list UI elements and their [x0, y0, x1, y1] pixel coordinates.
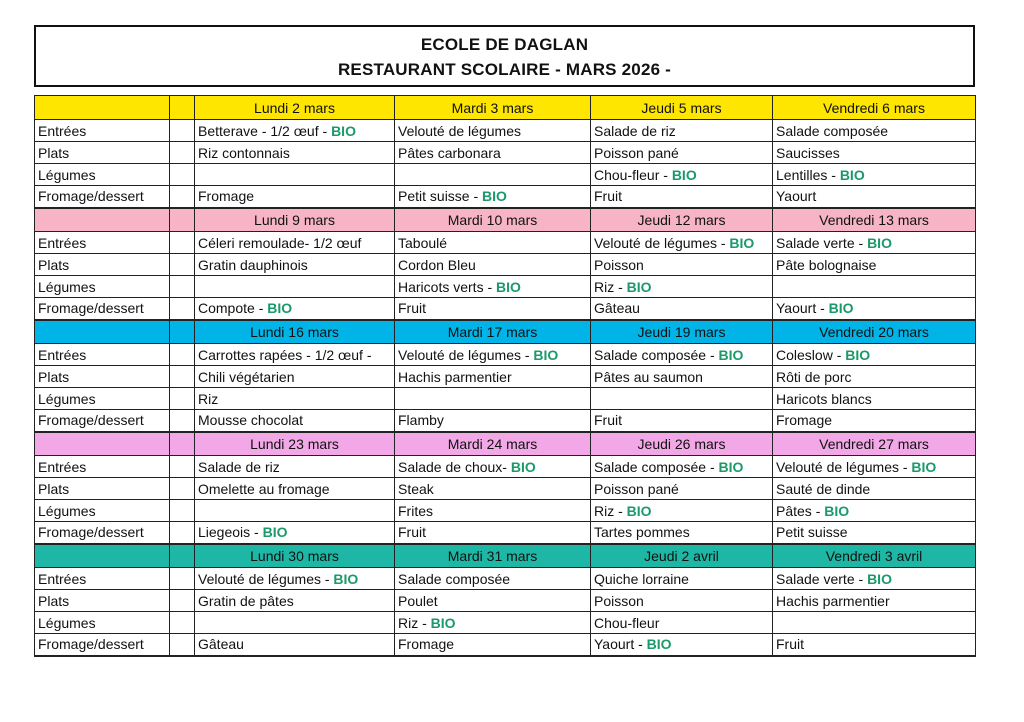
menu-title-box [34, 25, 975, 87]
dish-cell [195, 254, 395, 276]
day-title: Vendredi 6 mars [773, 96, 976, 120]
dish-cell [773, 410, 976, 432]
menu-row [35, 410, 976, 432]
menu-row [35, 254, 976, 276]
dish-cell [395, 478, 591, 500]
day-title: Jeudi 5 mars [591, 96, 773, 120]
week-header-gap [170, 432, 195, 456]
menu-title: RESTAURANT SCOLAIRE - MARS 2026 - [337, 60, 672, 79]
dish-name: Petit suisse [776, 524, 848, 541]
bio-label: BIO [646, 636, 672, 653]
bio-label: BIO [496, 278, 521, 295]
dish-cell [395, 232, 591, 254]
dish-name: Poulet [398, 592, 438, 609]
bio-label: BIO [430, 614, 456, 631]
dish-cell [195, 634, 395, 656]
menu-row [35, 634, 976, 656]
dish-name: Mousse chocolat [198, 412, 304, 429]
dish-name: Salade composée [776, 122, 889, 139]
dish-cell [591, 568, 773, 590]
bio-label: BIO [533, 346, 559, 363]
dish-cell [591, 634, 773, 656]
dish-cell [773, 254, 976, 276]
dish-name: Steak [398, 480, 434, 497]
bio-label: BIO [867, 234, 892, 251]
menu-row [35, 366, 976, 388]
dish-name: Salade verte - [776, 570, 864, 587]
course-label: Plats [35, 478, 170, 500]
dish-name: Hachis parmentier [776, 592, 890, 609]
bio-label: BIO [331, 122, 356, 139]
week-header-blank [35, 208, 170, 232]
bio-label: BIO [718, 346, 744, 363]
dish-cell [195, 410, 395, 432]
dish-name: Betterave - 1/2 œuf - [198, 122, 328, 139]
course-label: Fromage/dessert [35, 186, 170, 208]
day-title: Mardi 31 mars [395, 544, 591, 568]
dish-name: Pâtes au saumon [594, 368, 703, 385]
dish-name: Flamby [398, 412, 444, 429]
week-header-blank [35, 544, 170, 568]
course-label: Entrées [35, 456, 170, 478]
bio-label: BIO [626, 502, 652, 519]
week-header-row [35, 544, 976, 568]
bio-label: BIO [267, 300, 293, 317]
dish-name: Haricots blancs [776, 390, 872, 407]
dish-name: Riz - [594, 502, 623, 519]
dish-name: Salade de riz [198, 458, 280, 475]
dish-cell [773, 612, 976, 634]
dish-cell [395, 164, 591, 186]
dish-name: Riz - [398, 614, 427, 631]
day-title: Mardi 17 mars [395, 320, 591, 344]
course-label: Entrées [35, 344, 170, 366]
dish-name: Cordon Bleu [398, 256, 476, 273]
day-title: Vendredi 13 mars [773, 208, 976, 232]
course-label: Plats [35, 254, 170, 276]
course-label: Entrées [35, 232, 170, 254]
dish-name: Riz - [594, 278, 623, 295]
dish-name: Velouté de légumes - [198, 570, 330, 587]
menu-row [35, 388, 976, 410]
menu-row [35, 500, 976, 522]
menu-row [35, 120, 976, 142]
day-title: Mardi 3 mars [395, 96, 591, 120]
course-label: Légumes [35, 164, 170, 186]
dish-name: Frites [398, 502, 433, 519]
week-header-row [35, 320, 976, 344]
dish-cell [395, 186, 591, 208]
menu-row [35, 232, 976, 254]
gap-cell [170, 500, 195, 522]
gap-cell [170, 612, 195, 634]
week-header-row [35, 208, 976, 232]
dish-name: Sauté de dinde [776, 480, 871, 497]
week-header-row [35, 96, 976, 120]
dish-name: Fromage [198, 188, 255, 205]
dish-name: Compote - [198, 300, 264, 317]
dish-name: Velouté de légumes - [594, 234, 726, 251]
dish-name: Rôti de porc [776, 368, 852, 385]
dish-name: Quiche lorraine [594, 570, 689, 587]
dish-cell [395, 388, 591, 410]
course-label: Fromage/dessert [35, 634, 170, 656]
dish-name: Carrottes rapées - 1/2 œuf - [198, 346, 372, 363]
gap-cell [170, 410, 195, 432]
dish-name: Salade composée [398, 570, 511, 587]
dish-cell [773, 232, 976, 254]
dish-cell [195, 164, 395, 186]
dish-cell [395, 522, 591, 544]
dish-cell [395, 276, 591, 298]
dish-cell [395, 590, 591, 612]
bio-label: BIO [911, 458, 937, 475]
menu-row [35, 568, 976, 590]
dish-name: Fruit [398, 524, 426, 541]
dish-name: Poisson pané [594, 480, 679, 497]
dish-name: Lentilles - [776, 166, 836, 183]
dish-cell [591, 366, 773, 388]
gap-cell [170, 366, 195, 388]
dish-name: Yaourt [776, 188, 817, 205]
course-label: Plats [35, 590, 170, 612]
bio-label: BIO [729, 234, 755, 251]
day-title: Jeudi 2 avril [591, 544, 773, 568]
dish-name: Hachis parmentier [398, 368, 512, 385]
dish-cell [773, 276, 976, 298]
gap-cell [170, 634, 195, 656]
dish-cell [195, 568, 395, 590]
dish-name: Pâte bolognaise [776, 256, 877, 273]
dish-cell [591, 500, 773, 522]
dish-name: Haricots verts - [398, 278, 493, 295]
dish-name: Salade composée - [594, 346, 715, 363]
dish-name: Yaourt - [594, 636, 643, 653]
dish-cell [773, 120, 976, 142]
dish-name: Fruit [594, 412, 622, 429]
dish-cell [395, 120, 591, 142]
dish-name: Tartes pommes [594, 524, 690, 541]
gap-cell [170, 186, 195, 208]
dish-cell [195, 388, 395, 410]
course-label: Entrées [35, 120, 170, 142]
dish-name: Petit suisse - [398, 188, 479, 205]
dish-name: Salade verte - [776, 234, 864, 251]
menu-row [35, 612, 976, 634]
dish-name: Fruit [594, 188, 622, 205]
dish-cell [773, 164, 976, 186]
gap-cell [170, 276, 195, 298]
dish-name: Gâteau [594, 300, 640, 317]
dish-cell [395, 366, 591, 388]
dish-cell [195, 478, 395, 500]
dish-cell [591, 164, 773, 186]
lunch-menu-table [34, 95, 976, 657]
dish-name: Pâtes carbonara [398, 144, 501, 161]
dish-name: Velouté de légumes - [398, 346, 530, 363]
course-label: Légumes [35, 612, 170, 634]
dish-name: Salade de choux- [398, 458, 507, 475]
menu-row [35, 186, 976, 208]
course-label: Légumes [35, 276, 170, 298]
dish-cell [591, 232, 773, 254]
gap-cell [170, 456, 195, 478]
menu-row [35, 522, 976, 544]
dish-cell [395, 612, 591, 634]
dish-name: Liegeois - [198, 524, 259, 541]
dish-name: Fromage [398, 636, 455, 653]
dish-cell [591, 254, 773, 276]
day-title: Lundi 2 mars [195, 96, 395, 120]
dish-cell [773, 344, 976, 366]
dish-cell [395, 298, 591, 320]
gap-cell [170, 120, 195, 142]
gap-cell [170, 590, 195, 612]
day-title: Vendredi 20 mars [773, 320, 976, 344]
week-header-gap [170, 96, 195, 120]
dish-cell [195, 276, 395, 298]
dish-cell [591, 456, 773, 478]
dish-name: Chili végétarien [198, 368, 295, 385]
dish-cell [591, 590, 773, 612]
day-title: Lundi 30 mars [195, 544, 395, 568]
dish-name: Gratin de pâtes [198, 592, 294, 609]
dish-cell [773, 142, 976, 164]
dish-name: Coleslow - [776, 346, 842, 363]
dish-name: Fruit [776, 636, 804, 653]
gap-cell [170, 568, 195, 590]
bio-label: BIO [262, 524, 288, 541]
dish-cell [395, 500, 591, 522]
menu-row [35, 276, 976, 298]
day-title: Jeudi 12 mars [591, 208, 773, 232]
dish-cell [591, 142, 773, 164]
bio-label: BIO [671, 166, 697, 183]
dish-cell [773, 298, 976, 320]
dish-cell [195, 366, 395, 388]
dish-cell [773, 456, 976, 478]
course-label: Entrées [35, 568, 170, 590]
dish-name: Poisson pané [594, 144, 679, 161]
day-title: Jeudi 19 mars [591, 320, 773, 344]
dish-name: Salade composée - [594, 458, 715, 475]
dish-cell [773, 590, 976, 612]
dish-name: Fruit [398, 300, 426, 317]
dish-cell [395, 410, 591, 432]
dish-cell [195, 186, 395, 208]
dish-name: Salade de riz [594, 122, 676, 139]
day-title: Lundi 16 mars [195, 320, 395, 344]
dish-name: Gâteau [198, 636, 244, 653]
bio-label: BIO [845, 346, 871, 363]
course-label: Plats [35, 142, 170, 164]
gap-cell [170, 388, 195, 410]
bio-label: BIO [839, 166, 865, 183]
gap-cell [170, 522, 195, 544]
dish-cell [591, 522, 773, 544]
school-name: ECOLE DE DAGLAN [420, 35, 589, 54]
dish-name: Gratin dauphinois [198, 256, 308, 273]
bio-label: BIO [718, 458, 744, 475]
dish-cell [395, 634, 591, 656]
menu-row [35, 298, 976, 320]
gap-cell [170, 298, 195, 320]
dish-name: Céleri remoulade- 1/2 œuf [198, 234, 362, 251]
day-title: Lundi 9 mars [195, 208, 395, 232]
week-header-gap [170, 208, 195, 232]
day-title: Vendredi 3 avril [773, 544, 976, 568]
week-header-row [35, 432, 976, 456]
dish-name: Chou-fleur - [594, 166, 668, 183]
gap-cell [170, 478, 195, 500]
day-title: Jeudi 26 mars [591, 432, 773, 456]
dish-name: Taboulé [398, 234, 448, 251]
course-label: Fromage/dessert [35, 522, 170, 544]
dish-cell [195, 500, 395, 522]
dish-name: Riz [198, 390, 219, 407]
dish-cell [195, 298, 395, 320]
gap-cell [170, 232, 195, 254]
week-header-blank [35, 320, 170, 344]
bio-label: BIO [333, 570, 359, 587]
dish-cell [395, 254, 591, 276]
dish-name: Poisson [594, 592, 644, 609]
course-label: Fromage/dessert [35, 410, 170, 432]
course-label: Légumes [35, 500, 170, 522]
week-header-blank [35, 432, 170, 456]
week-header-blank [35, 96, 170, 120]
dish-cell [195, 590, 395, 612]
dish-name: Velouté de légumes [398, 122, 521, 139]
dish-cell [195, 522, 395, 544]
menu-row [35, 478, 976, 500]
menu-row [35, 344, 976, 366]
dish-cell [591, 388, 773, 410]
dish-name: Fromage [776, 412, 833, 429]
dish-cell [773, 388, 976, 410]
week-header-gap [170, 544, 195, 568]
dish-name: Yaourt - [776, 300, 825, 317]
bio-label: BIO [867, 570, 892, 587]
dish-cell [591, 276, 773, 298]
bio-label: BIO [482, 188, 507, 205]
day-title: Vendredi 27 mars [773, 432, 976, 456]
dish-cell [195, 456, 395, 478]
dish-name: Riz contonnais [198, 144, 290, 161]
gap-cell [170, 142, 195, 164]
course-label: Plats [35, 366, 170, 388]
dish-cell [773, 500, 976, 522]
dish-cell [591, 478, 773, 500]
dish-cell [773, 366, 976, 388]
dish-name: Poisson [594, 256, 644, 273]
day-title: Mardi 10 mars [395, 208, 591, 232]
gap-cell [170, 254, 195, 276]
dish-cell [591, 120, 773, 142]
dish-cell [195, 142, 395, 164]
dish-cell [773, 478, 976, 500]
day-title: Mardi 24 mars [395, 432, 591, 456]
dish-cell [591, 612, 773, 634]
dish-cell [195, 612, 395, 634]
course-label: Fromage/dessert [35, 298, 170, 320]
dish-name: Chou-fleur [594, 614, 660, 631]
dish-cell [591, 410, 773, 432]
dish-name: Pâtes - [776, 502, 821, 519]
bio-label: BIO [626, 278, 652, 295]
dish-cell [773, 568, 976, 590]
week-header-gap [170, 320, 195, 344]
dish-cell [773, 634, 976, 656]
dish-cell [195, 232, 395, 254]
dish-cell [773, 522, 976, 544]
dish-name: Saucisses [776, 144, 840, 161]
dish-cell [395, 568, 591, 590]
dish-cell [591, 298, 773, 320]
day-title: Lundi 23 mars [195, 432, 395, 456]
bio-label: BIO [510, 458, 536, 475]
gap-cell [170, 164, 195, 186]
dish-name: Velouté de légumes - [776, 458, 908, 475]
bio-label: BIO [824, 502, 850, 519]
dish-cell [591, 186, 773, 208]
menu-row [35, 590, 976, 612]
course-label: Légumes [35, 388, 170, 410]
gap-cell [170, 344, 195, 366]
dish-cell [195, 120, 395, 142]
dish-cell [395, 456, 591, 478]
dish-cell [395, 344, 591, 366]
menu-row [35, 164, 976, 186]
dish-cell [395, 142, 591, 164]
menu-row [35, 142, 976, 164]
dish-cell [195, 344, 395, 366]
bio-label: BIO [828, 300, 854, 317]
menu-row [35, 456, 976, 478]
dish-name: Omelette au fromage [198, 480, 330, 497]
dish-cell [773, 186, 976, 208]
dish-cell [591, 344, 773, 366]
